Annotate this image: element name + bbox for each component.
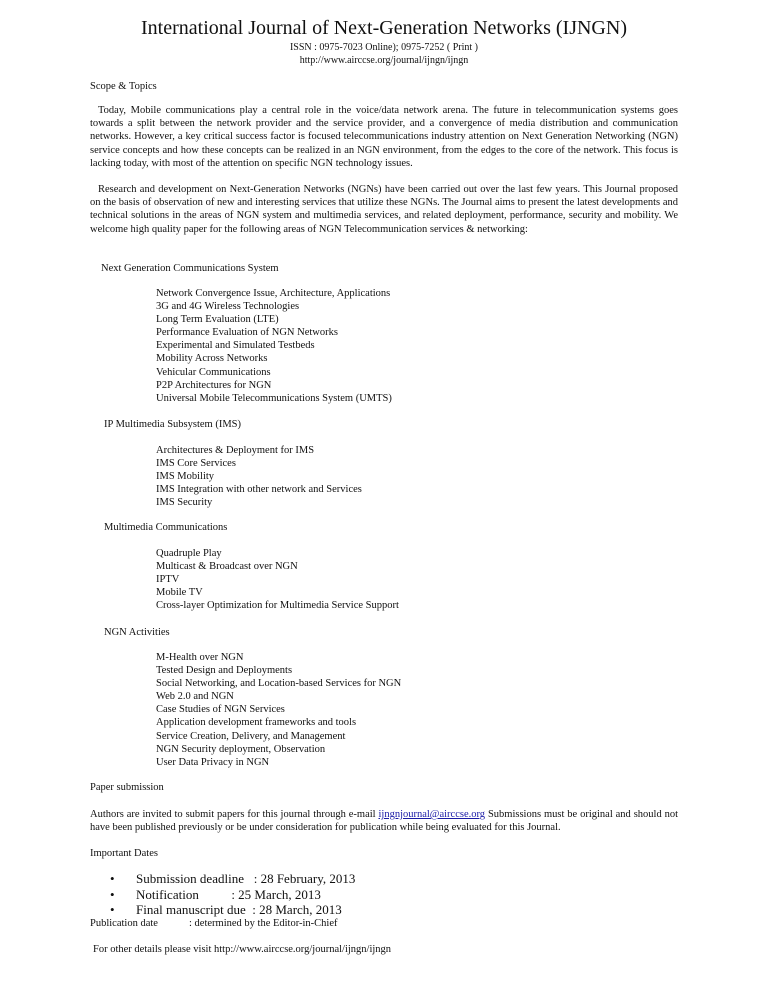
topic-list-ims (156, 444, 362, 509)
submission-heading: Paper submission (90, 782, 164, 793)
list-item: Cross-layer Optimization for Multimedia Service Support (156, 600, 399, 612)
list-item: IMS Security (156, 497, 213, 509)
list-item: Performance Evaluation of NGN Networks (156, 327, 338, 339)
list-item: Vehicular Communications (156, 366, 271, 378)
date-item-text: Submission deadline : 28 February, 2013 (136, 871, 356, 886)
submission-email-link[interactable]: ijngnjournal@airccse.org (378, 809, 486, 820)
topic-heading-multimedia: Multimedia Communications (104, 522, 228, 533)
issn-line: ISSN : 0975-7023 Online); 0975-7252 ( Print ) (289, 42, 479, 53)
list-item: Experimental and Simulated Testbeds (156, 340, 315, 352)
scope-paragraph-2-text: Research and development on Next-Generation Networks (NGNs) have been carried out over the last few years. This Journal proposed on the basis of observation of new and interesting services that utilize these NGNs. The Journal aims to present the latest developments and technical solutions in the areas of NGN system and multimedia services, and related deployment, performance, security and mobility. We welcome high quality paper for the following areas of NGN Telecommunication services & networking: (90, 184, 678, 235)
publication-date-value: : determined by the Editor-in-Chief (189, 918, 338, 929)
topic-list-multimedia (156, 547, 399, 612)
journal-url: http://www.airccse.org/journal/ijngn/ijngn (299, 55, 469, 66)
list-item: IPTV (156, 574, 180, 586)
list-item: M-Health over NGN (156, 652, 244, 663)
list-item (110, 871, 355, 887)
scope-paragraph-2 (90, 183, 678, 236)
submission-text-before: Authors are invited to submit papers for this journal through e-mail (90, 809, 379, 820)
list-item: Quadruple Play (156, 548, 222, 559)
important-dates-heading: Important Dates (90, 848, 158, 859)
list-item: Long Term Evaluation (LTE) (156, 314, 279, 326)
list-item: Multicast & Broadcast over NGN (156, 561, 298, 573)
topic-heading-ims: IP Multimedia Subsystem (IMS) (104, 419, 241, 430)
list-item: IMS Integration with other network and Services (156, 484, 362, 496)
list-item: Social Networking, and Location-based Services for NGN (156, 678, 402, 690)
list-item: Universal Mobile Telecommunications System (UMTS) (156, 392, 392, 404)
list-item: Mobile TV (156, 587, 203, 599)
publication-date-label: Publication date (90, 918, 158, 929)
bullet: • (110, 886, 115, 902)
list-item: Application development frameworks and tools (156, 717, 357, 729)
list-item: IMS Core Services (156, 458, 236, 470)
list-item: Service Creation, Delivery, and Management (156, 730, 346, 742)
scope-heading: Scope & Topics (90, 81, 157, 92)
list-item: Mobility Across Networks (156, 353, 268, 365)
scope-paragraph-1 (90, 104, 678, 170)
list-item: Case Studies of NGN Services (156, 704, 285, 716)
topic-heading-ngn-activities: NGN Activities (104, 627, 170, 638)
list-item (110, 902, 355, 918)
important-dates-list (110, 871, 355, 918)
list-item: NGN Security deployment, Observation (156, 743, 326, 755)
list-item: User Data Privacy in NGN (156, 756, 270, 768)
date-item-text: Notification : 25 March, 2013 (136, 886, 321, 902)
bullet: • (110, 871, 115, 886)
list-item (110, 887, 355, 903)
journal-title: International Journal of Next-Generation Networks (IJNGN) (141, 17, 627, 39)
list-item: Tested Design and Deployments (156, 665, 293, 677)
date-item-text: Final manuscript due : 28 March, 2013 (136, 902, 342, 917)
list-item: IMS Mobility (156, 471, 215, 483)
list-item: 3G and 4G Wireless Technologies (156, 301, 300, 313)
list-item: Architectures & Deployment for IMS (156, 445, 315, 456)
submission-paragraph (90, 808, 678, 834)
scope-paragraph-1-text: Today, Mobile communications play a central role in the voice/data network arena. The future in telecommunication systems goes towards a split between the network provider and the service provider, and a convergence of media distribution and communication networks. However, a key critical success factor is focused telecommunications industry attention on Next Generation Networking (NGN) service concepts and how these concepts can be realized in an NGN environment, from the edges to the core of the network. This focus is lacking today, with most of the attention on specific NGN technology issues. (90, 105, 678, 169)
topic-heading-ngcs: Next Generation Communications System (101, 263, 279, 274)
list-item: Web 2.0 and NGN (156, 691, 234, 703)
list-item: P2P Architectures for NGN (156, 379, 272, 391)
topic-list-ngcs (156, 287, 392, 405)
list-item: Network Convergence Issue, Architecture, Applications (156, 288, 391, 299)
footer-details: For other details please visit http://www.airccse.org/journal/ijngn/ijngn (93, 944, 392, 955)
topic-list-ngn-activities (156, 651, 401, 769)
submission-text-after: Submissions must be original and should not have been published previously or be under consideration for publication while being evaluated for this Journal. (90, 809, 679, 834)
bullet: • (110, 902, 115, 917)
